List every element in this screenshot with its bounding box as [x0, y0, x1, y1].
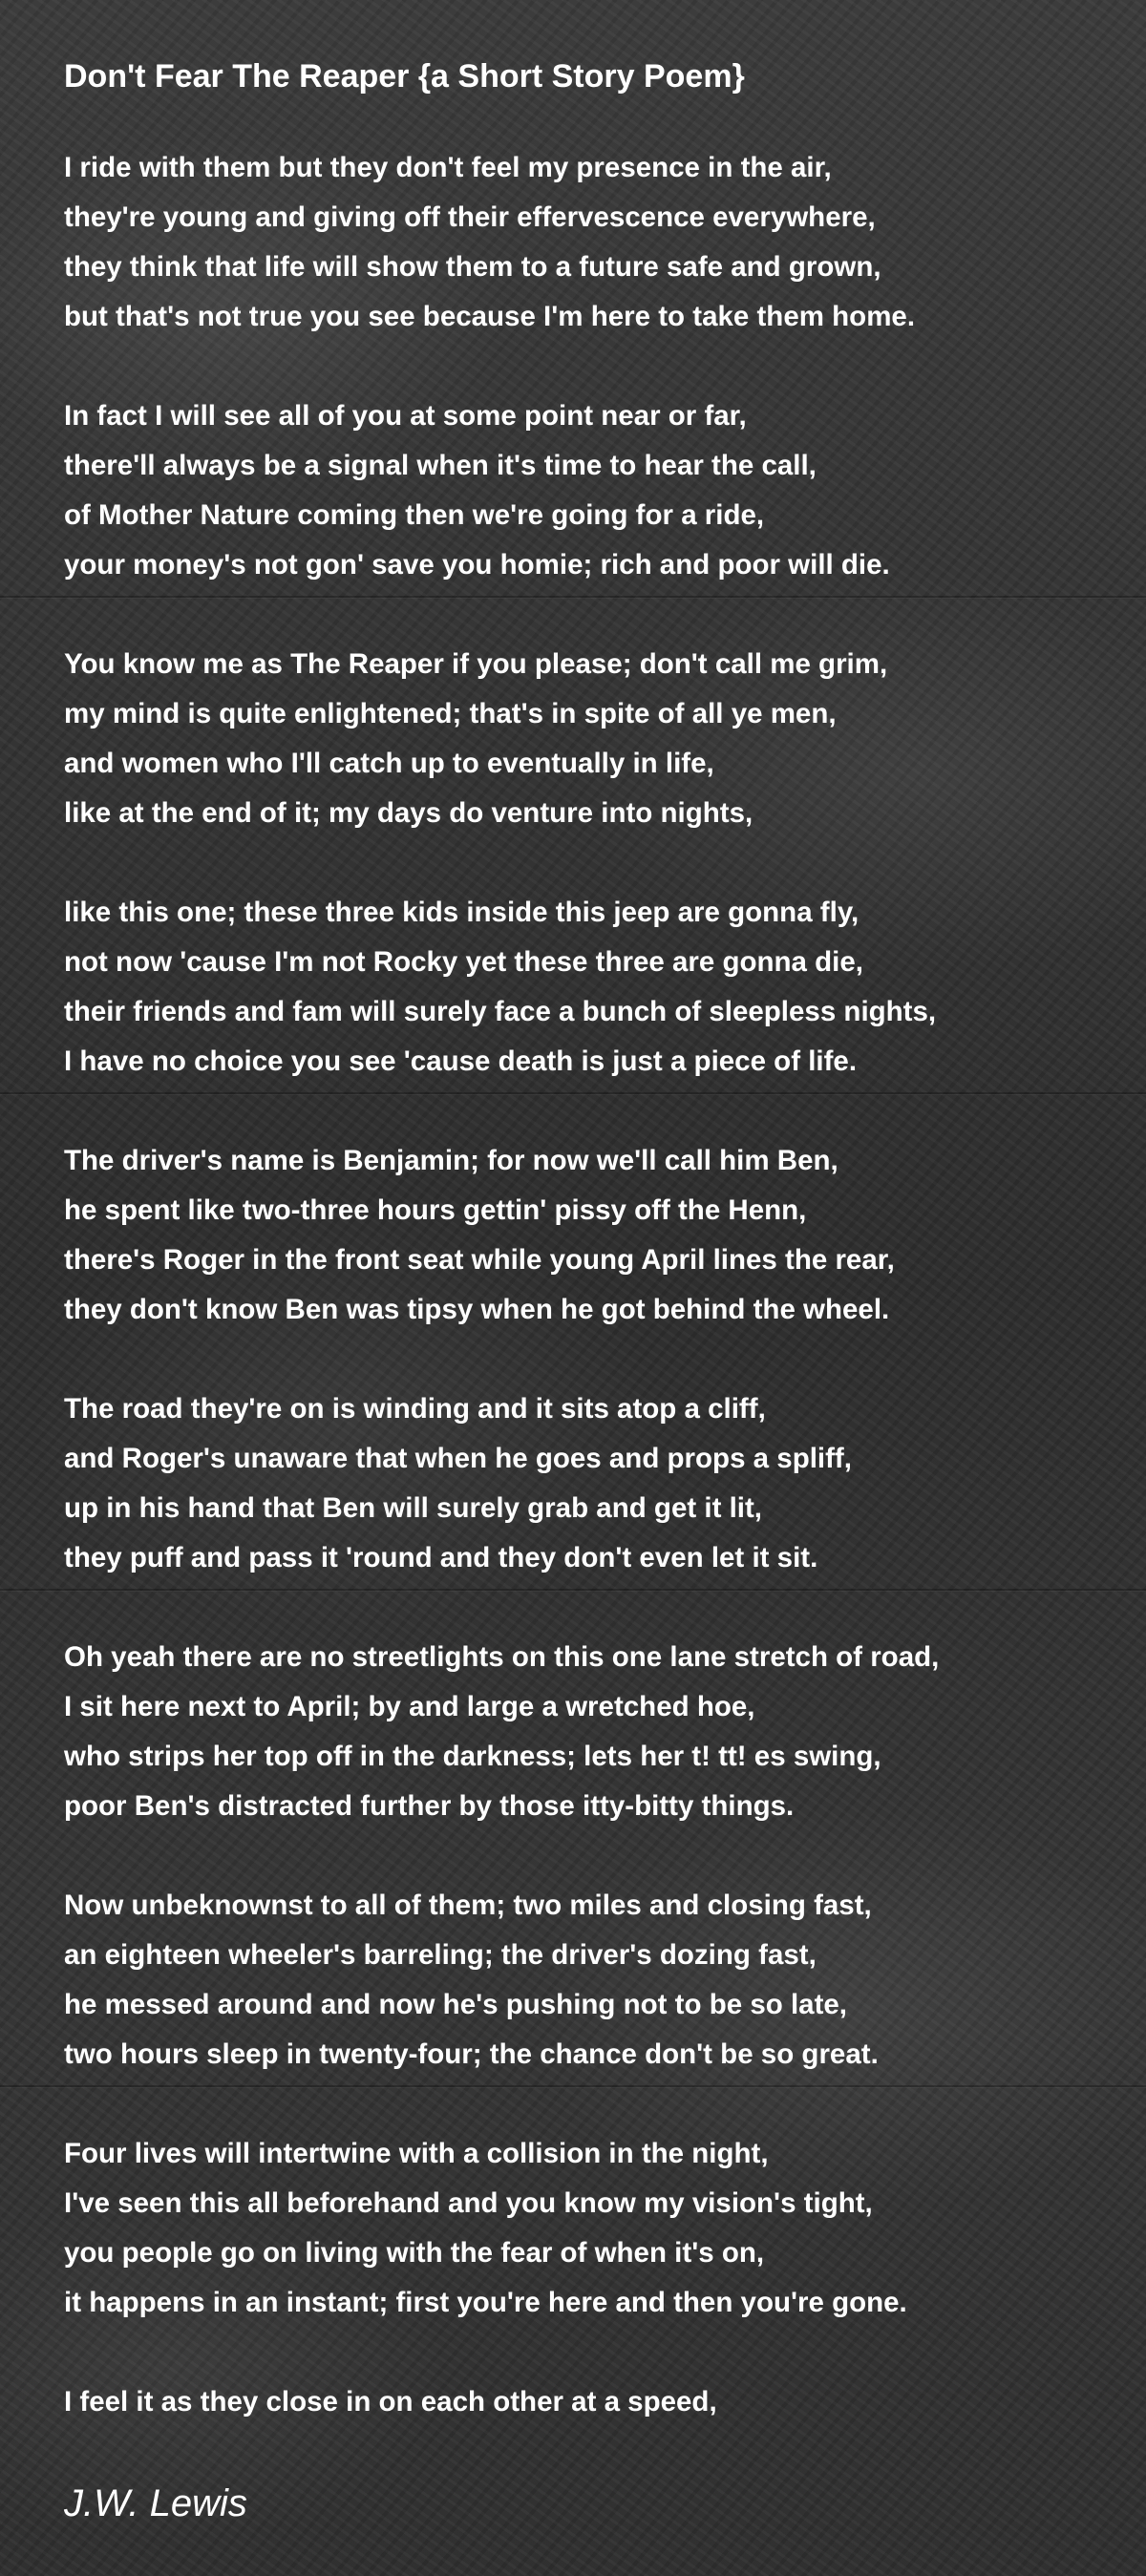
poem-stanza	[64, 1633, 1114, 1831]
poem-stanza	[64, 391, 1114, 590]
poem-line: In fact I will see all of you at some point near or far,	[64, 400, 747, 432]
poem-line: an eighteen wheeler's barreling; the driver's dozing fast,	[64, 1939, 817, 1971]
poem-line: You know me as The Reaper if you please; don't call me grim,	[64, 648, 888, 680]
poem-line: of Mother Nature coming then we're going for a ride,	[64, 499, 765, 531]
poem-line: they think that life will show them to a future safe and grown,	[64, 251, 881, 283]
poem-line: Four lives will intertwine with a collision in the night,	[64, 2138, 769, 2169]
poem-stanza	[64, 2129, 1114, 2328]
poem-line: they don't know Ben was tipsy when he got behind the wheel.	[64, 1294, 890, 1325]
poem-line: they puff and pass it 'round and they don't even let it sit.	[64, 1542, 818, 1573]
poem-line: who strips her top off in the darkness; lets her t! tt! es swing,	[64, 1741, 881, 1772]
poem-stanza	[64, 143, 1114, 342]
poem-line: up in his hand that Ben will surely grab and get it lit,	[64, 1492, 763, 1524]
poem-line: Oh yeah there are no streetlights on this one lane stretch of road,	[64, 1641, 940, 1673]
poem-line: The road they're on is winding and it sits atop a cliff,	[64, 1393, 766, 1425]
poem-stanza	[64, 640, 1114, 838]
poem-line: poor Ben's distracted further by those itty-bitty things.	[64, 1790, 795, 1822]
poem-line: but that's not true you see because I'm here to take them home.	[64, 301, 916, 332]
poem-stanza	[64, 1136, 1114, 1335]
poem-line: he spent like two-three hours gettin' pissy off the Henn,	[64, 1194, 807, 1226]
poem-line: The driver's name is Benjamin; for now we'll call him Ben,	[64, 1145, 838, 1176]
poem-line: I ride with them but they don't feel my presence in the air,	[64, 152, 832, 183]
poem-line: and women who I'll catch up to eventually in life,	[64, 748, 714, 779]
poem-stanza	[64, 1384, 1114, 1583]
poem-title: Don't Fear The Reaper {a Short Story Poem}	[64, 58, 745, 95]
poem-line: like at the end of it; my days do venture into nights,	[64, 797, 753, 829]
poem-line: their friends and fam will surely face a bunch of sleepless nights,	[64, 996, 937, 1027]
poem-line: there's Roger in the front seat while young April lines the rear,	[64, 1244, 895, 1276]
poem-body	[64, 143, 1114, 2477]
poem-line: they're young and giving off their effervescence everywhere,	[64, 201, 876, 233]
poem-line: my mind is quite enlightened; that's in spite of all ye men,	[64, 698, 837, 729]
poem-line: not now 'cause I'm not Rocky yet these three are gonna die,	[64, 946, 863, 978]
poem-line: Now unbeknownst to all of them; two miles and closing fast,	[64, 1890, 872, 1921]
poem-line: I've seen this all beforehand and you know my vision's tight,	[64, 2187, 873, 2219]
poem-line: and Roger's unaware that when he goes and props a spliff,	[64, 1443, 852, 1474]
poem-line: you people go on living with the fear of when it's on,	[64, 2237, 765, 2269]
poem-line: two hours sleep in twenty-four; the chance don't be so great.	[64, 2038, 879, 2070]
poem-line: I have no choice you see 'cause death is just a piece of life.	[64, 1045, 858, 1077]
poem-line: there'll always be a signal when it's time to hear the call,	[64, 450, 817, 481]
poem-line: he messed around and now he's pushing not to be so late,	[64, 1989, 847, 2020]
poem-author: J.W. Lewis	[64, 2482, 247, 2524]
poem-line: your money's not gon' save you homie; rich and poor will die.	[64, 549, 890, 581]
poem-line: I sit here next to April; by and large a wretched hoe,	[64, 1691, 755, 1722]
poem-stanza	[64, 888, 1114, 1087]
poem-line: it happens in an instant; first you're here and then you're gone.	[64, 2287, 907, 2318]
poem-stanza	[64, 1881, 1114, 2080]
poem-line: I feel it as they close in on each other at a speed,	[64, 2386, 717, 2418]
poem-stanza	[64, 2377, 1114, 2427]
poem-line: like this one; these three kids inside this jeep are gonna fly,	[64, 897, 860, 928]
